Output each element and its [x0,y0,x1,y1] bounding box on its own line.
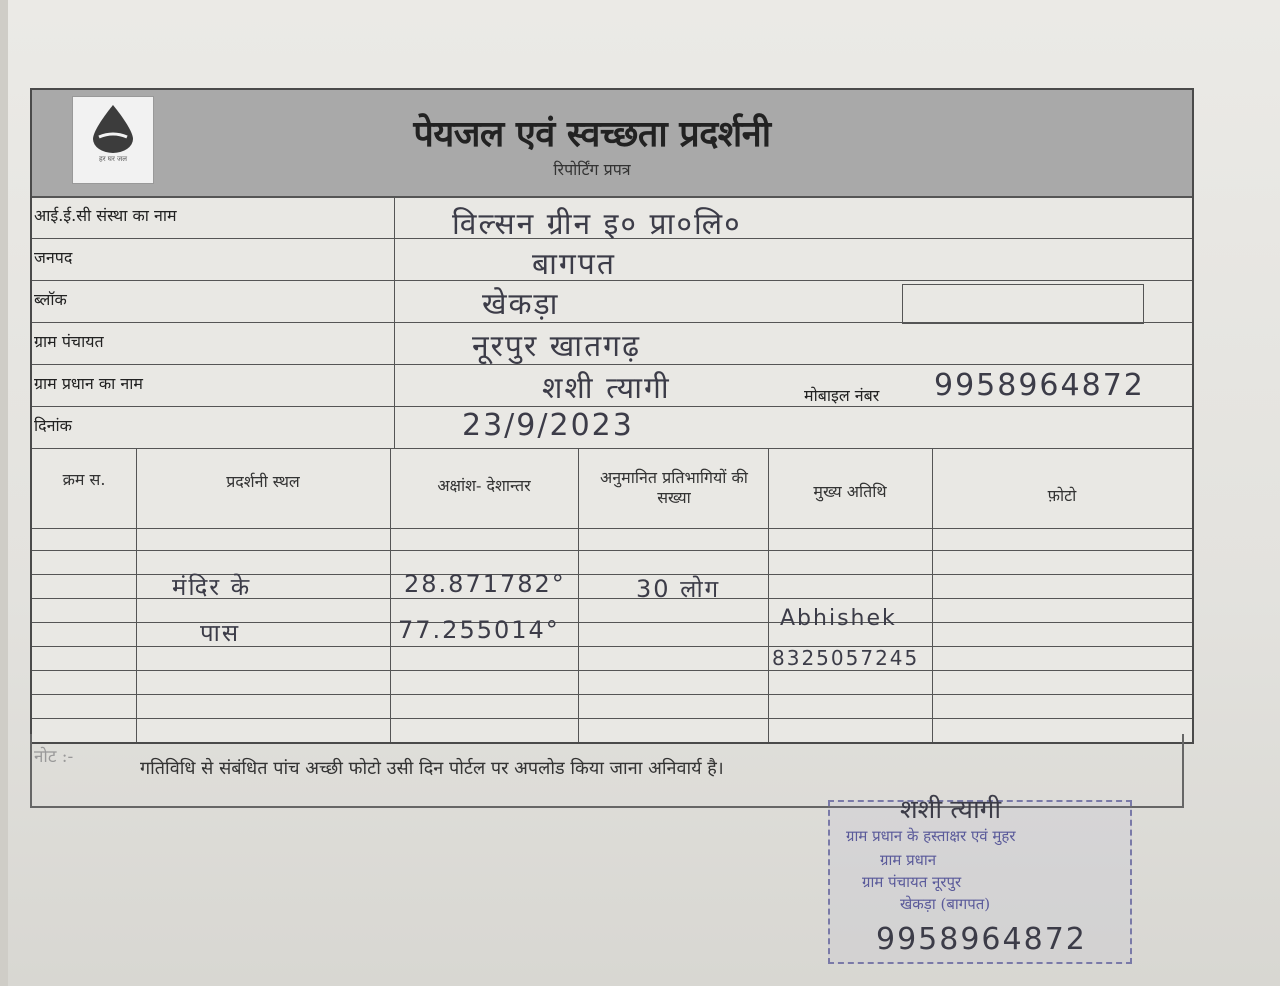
form-header [32,90,1192,198]
th-photo: फ़ोटो [1047,486,1077,505]
th-participants: अनुमानित प्रतिभागियों की सख्या [600,468,748,507]
th-serial: क्रम स. [62,470,106,489]
value-iec-agency: विल्सन ग्रीन इ० प्रा०लि० [452,207,742,242]
label-district: जनपद [34,248,73,267]
logo-text: हर घर जल [99,155,127,163]
guest-name: Abhishek [780,606,897,631]
label-gram-panchayat: ग्राम पंचायत [34,332,104,351]
stamp-line3: खेकड़ा (बागपत) [900,895,991,913]
guest-phone: 8325057245 [772,646,920,670]
latitude-value: 28.871782° [404,570,566,598]
row-divider [32,448,1192,449]
label-block: ब्लॉक [34,290,67,309]
value-block: खेकड़ा [482,287,560,322]
value-date: 23/9/2023 [462,408,634,443]
longitude-value: 77.255014° [398,616,560,644]
table-row-line [32,694,1192,695]
venue-line1: मंदिर के [172,573,252,601]
stamp-line1: ग्राम प्रधान [880,851,937,869]
table-row-line [32,718,1192,719]
form-subtitle: रिपोर्टिंग प्रपत्र [553,160,631,179]
stamp-caption: ग्राम प्रधान के हस्ताक्षर एवं मुहर [846,827,1016,845]
stamp-phone: 9958964872 [876,922,1087,957]
th-lat-long: अक्षांश- देशान्तर [437,476,531,495]
stamp-line2: ग्राम पंचायत नूरपुर [862,873,962,891]
label-column-divider [394,196,395,448]
note-label: नोट :- [34,747,74,767]
water-drop-icon [83,103,143,153]
label-iec-agency: आई.ई.सी संस्था का नाम [34,206,177,225]
mobile-box [902,284,1144,324]
label-date: दिनांक [34,416,72,435]
value-gram-panchayat: नूरपुर खातगढ़ [472,329,641,364]
reporting-form [30,88,1194,744]
th-venue: प्रदर्शनी स्थल [226,472,300,491]
note-text: गतिविधि से संबंधित पांच अच्छी फोटो उसी दिन पोर्टल पर अपलोड किया जाना अनिवार्य है। [140,758,724,779]
table-row-line [32,550,1192,551]
logo [72,96,154,184]
table-col-divider [136,448,137,742]
participants-value: 30 लोग [636,575,721,603]
value-mobile: 9958964872 [934,368,1145,403]
value-district: बागपत [532,247,616,282]
label-pradhan-name: ग्राम प्रधान का नाम [34,374,143,393]
venue-line2: पास [200,619,241,647]
label-mobile: मोबाइल नंबर [804,386,880,405]
th-chief-guest: मुख्य अतिथि [813,482,887,501]
form-title: पेयजल एवं स्वच्छता प्रदर्शनी [413,113,771,155]
table-col-divider [578,448,579,742]
value-pradhan-name: शशी त्यागी [542,371,671,406]
table-row-line [32,670,1192,671]
pradhan-signature: शशी त्यागी [900,795,1002,825]
table-header-divider [32,528,1192,529]
